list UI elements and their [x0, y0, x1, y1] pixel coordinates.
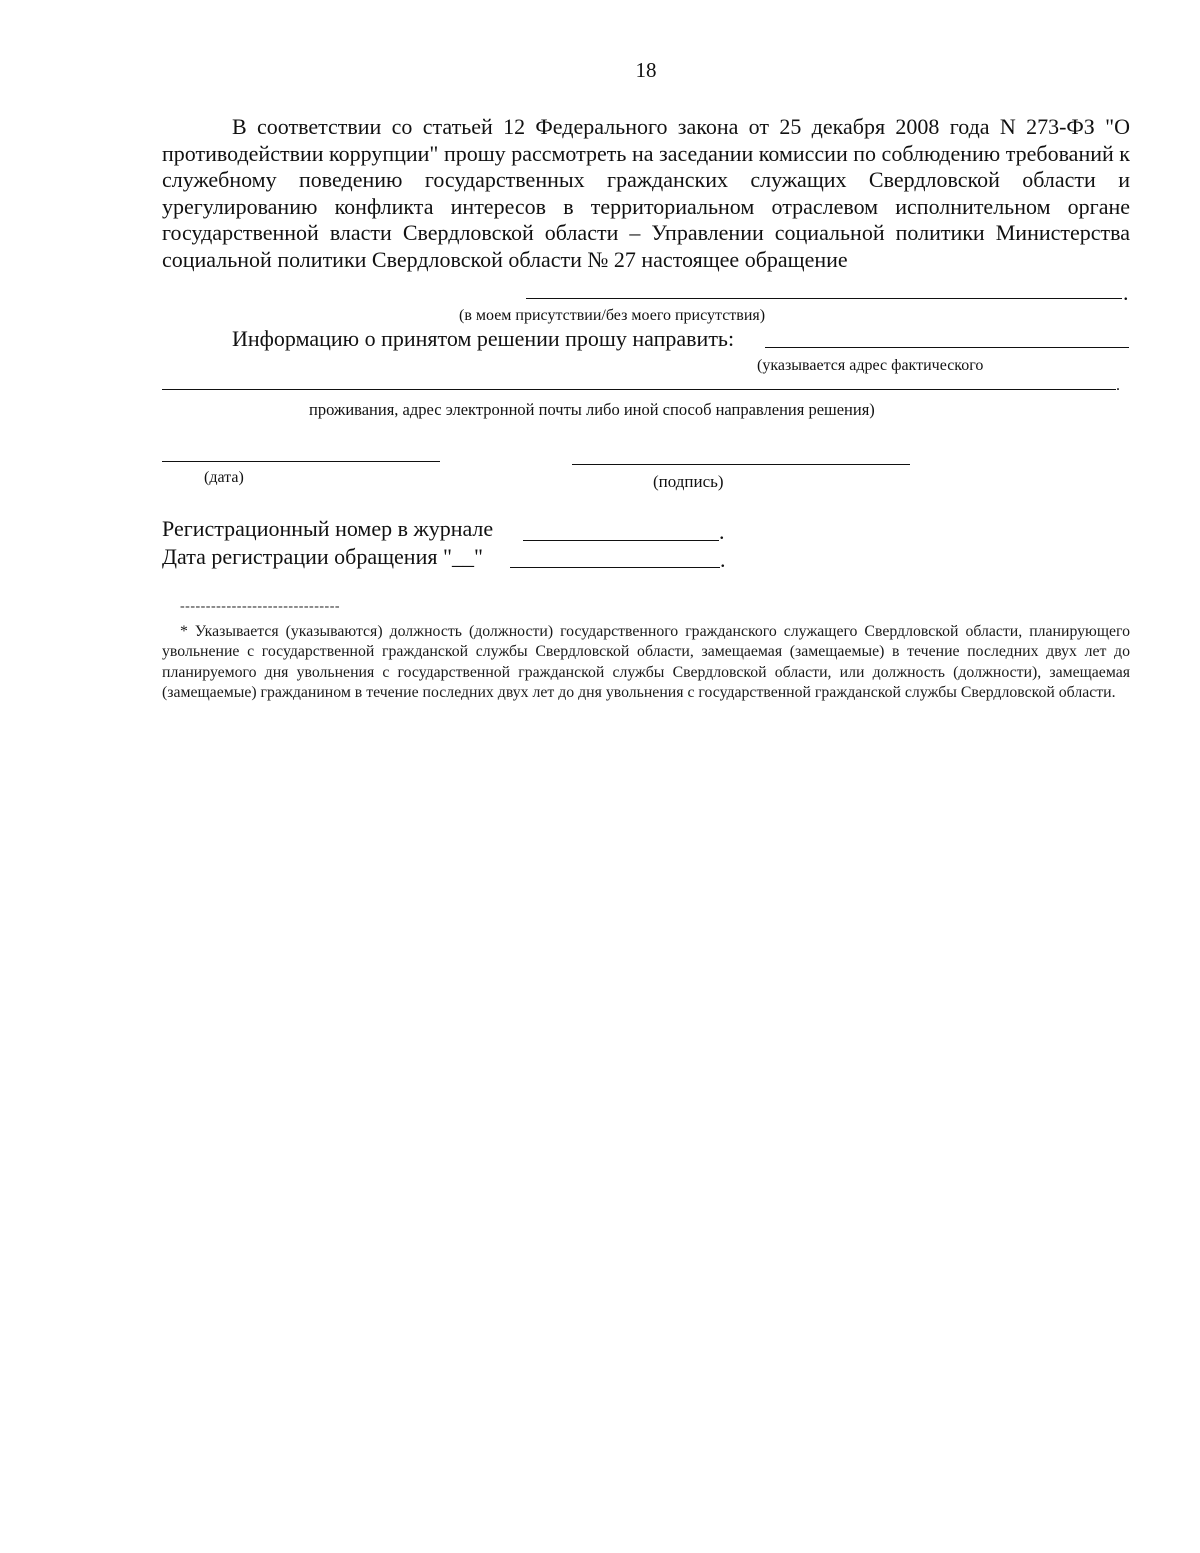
- page-number: 18: [635, 58, 657, 82]
- registration-number-label: Регистрационный номер в журнале: [162, 516, 494, 541]
- info-label: Информацию о принятом решении прошу направить:: [232, 326, 735, 351]
- appeal-paragraph-text: В соответствии со статьей 12 Федерального закона от 25 декабря 2008 года N 273-ФЗ "О противодействии коррупции" прошу рассмотреть на заседании комиссии по соблюдению требований к служебному поведению государственных гражданских служащих Свердловской области и урегулированию конфликта интересов в территориальном отраслевом исполнительном органе государственной власти Свердловской области – Управлении социальной политики Министерства социальной политики Свердловской области № 27 настоящее обращение: [162, 114, 1130, 272]
- appeal-blank-line[interactable]: [526, 298, 1122, 299]
- registration-date-end: .: [720, 547, 726, 572]
- registration-number-row: [162, 516, 493, 542]
- signature-caption: (подпись): [653, 472, 724, 491]
- appeal-paragraph-end: .: [1123, 280, 1129, 305]
- registration-date-input-line[interactable]: [510, 567, 720, 568]
- presence-caption: (в моем присутствии/без моего присутствия): [459, 307, 766, 324]
- address-blank-line[interactable]: [162, 389, 1116, 390]
- date-blank-line[interactable]: [162, 461, 440, 462]
- footnote-text: * Указывается (указываются) должность (должности) государственного гражданского служащего Свердловской области, планирующего увольнение с государственной гражданской службы Свердловской области, замещаемая (замещаемые) в течение последних двух лет до планируемого дня увольнения с государственной гражданской службы Свердловской области, или должность (должности), замещаемая (замещаемые) гражданином в течение последних двух лет до дня увольнения с государственной гражданской службы Свердловской области.: [162, 623, 1130, 701]
- address-line-end: .: [1116, 377, 1120, 394]
- appeal-paragraph: [162, 114, 1130, 273]
- signature-blank-line[interactable]: [572, 464, 910, 465]
- registration-date-label: Дата регистрации обращения "__": [162, 544, 483, 569]
- registration-number-input-line[interactable]: [523, 540, 719, 541]
- address-caption-1: (указывается адрес фактического: [757, 357, 984, 374]
- info-destination-line[interactable]: [765, 347, 1129, 348]
- address-caption-2: проживания, адрес электронной почты либо иной способ направления решения): [309, 400, 875, 419]
- date-caption: (дата): [204, 469, 244, 486]
- registration-date-row: [162, 544, 483, 570]
- registration-number-end: .: [719, 519, 725, 544]
- footnote-separator: -------------------------------: [180, 599, 341, 614]
